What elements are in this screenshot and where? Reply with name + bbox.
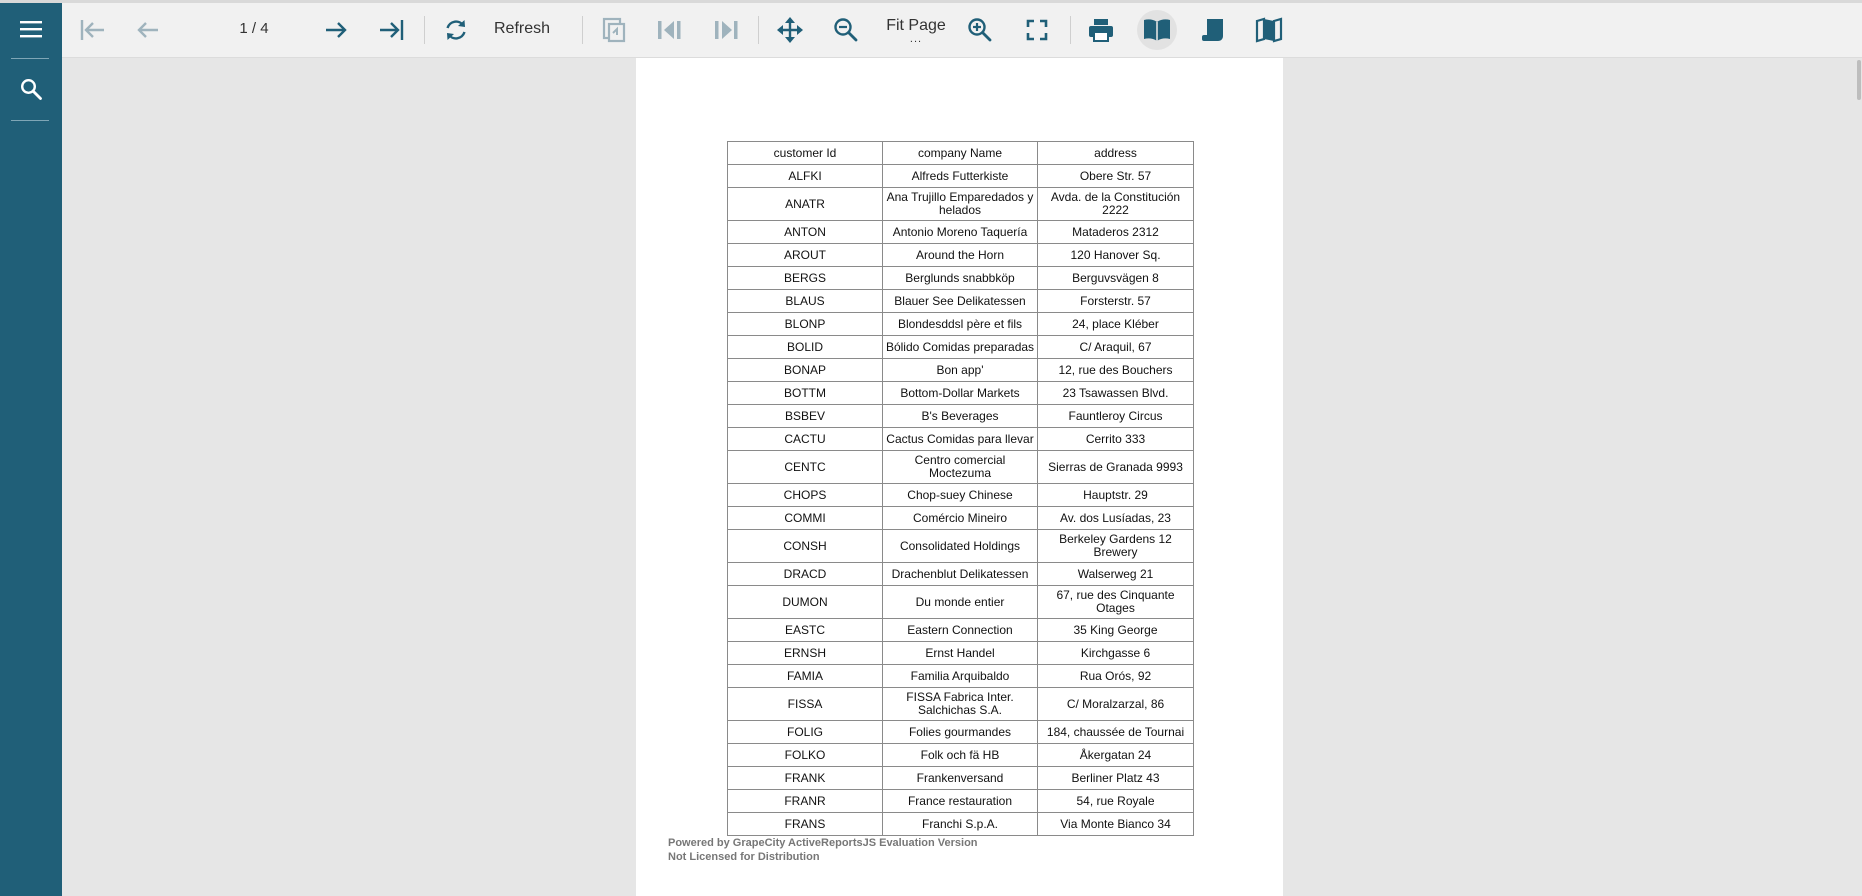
table-row xyxy=(728,767,1194,790)
company-name-cell: Chop-suey Chinese xyxy=(883,484,1038,507)
book-open-icon xyxy=(1142,17,1172,43)
search-icon xyxy=(19,77,43,101)
company-name-cell: France restauration xyxy=(883,790,1038,813)
table-row xyxy=(728,188,1194,221)
company-name-cell: B's Beverages xyxy=(883,405,1038,428)
table-header-row xyxy=(728,142,1194,165)
zoom-mode-select[interactable] xyxy=(872,3,960,58)
toolbar-divider xyxy=(582,16,583,44)
customer-id-cell: FISSA xyxy=(728,688,883,721)
next-page-button[interactable] xyxy=(316,10,356,50)
customer-id-cell: BSBEV xyxy=(728,405,883,428)
fullscreen-icon xyxy=(1026,19,1048,41)
customer-id-cell: DUMON xyxy=(728,586,883,619)
customer-id-cell: CENTC xyxy=(728,451,883,484)
hamburger-icon xyxy=(19,19,43,39)
refresh-icon xyxy=(443,17,469,43)
license-notice: Not Licensed for Distribution xyxy=(668,851,820,863)
column-header-address: address xyxy=(1038,142,1194,165)
company-name-cell: Consolidated Holdings xyxy=(883,530,1038,563)
back-to-parent-icon xyxy=(602,17,626,43)
company-name-cell: Blondesddsl père et fils xyxy=(883,313,1038,336)
company-name-cell: Eastern Connection xyxy=(883,619,1038,642)
table-row xyxy=(728,813,1194,836)
first-page-button[interactable] xyxy=(72,10,112,50)
last-page-button[interactable] xyxy=(372,10,412,50)
arrow-left-icon xyxy=(135,18,161,42)
customer-id-cell: FOLKO xyxy=(728,744,883,767)
customer-id-cell: ANTON xyxy=(728,221,883,244)
table-row xyxy=(728,665,1194,688)
customer-id-cell: BLONP xyxy=(728,313,883,336)
address-cell: 24, place Kléber xyxy=(1038,313,1194,336)
customer-id-cell: FRANS xyxy=(728,813,883,836)
customer-id-cell: FOLIG xyxy=(728,721,883,744)
table-row xyxy=(728,290,1194,313)
history-forward-icon xyxy=(712,18,740,42)
address-cell: Kirchgasse 6 xyxy=(1038,642,1194,665)
address-cell: Mataderos 2312 xyxy=(1038,221,1194,244)
table-row xyxy=(728,267,1194,290)
zoom-mode-more: ... xyxy=(909,33,923,45)
customer-id-cell: FRANR xyxy=(728,790,883,813)
address-cell: Forsterstr. 57 xyxy=(1038,290,1194,313)
address-cell: Berguvsvägen 8 xyxy=(1038,267,1194,290)
search-button[interactable] xyxy=(11,69,51,109)
zoom-in-icon xyxy=(967,17,993,43)
company-name-cell: Folies gourmandes xyxy=(883,721,1038,744)
scroll-document-icon xyxy=(1200,17,1226,43)
company-name-cell: Antonio Moreno Taquería xyxy=(883,221,1038,244)
company-name-cell: Centro comercial Moctezuma xyxy=(883,451,1038,484)
company-name-cell: Familia Arquibaldo xyxy=(883,665,1038,688)
table-row xyxy=(728,382,1194,405)
customer-id-cell: CACTU xyxy=(728,428,883,451)
table-row xyxy=(728,744,1194,767)
back-to-parent-button[interactable] xyxy=(594,10,634,50)
customer-id-cell: FRANK xyxy=(728,767,883,790)
customer-id-cell: BOLID xyxy=(728,336,883,359)
table-row xyxy=(728,165,1194,188)
last-page-icon xyxy=(378,18,406,42)
table-row xyxy=(728,563,1194,586)
address-cell: Åkergatan 24 xyxy=(1038,744,1194,767)
address-cell: Berkeley Gardens 12 Brewery xyxy=(1038,530,1194,563)
address-cell: Fauntleroy Circus xyxy=(1038,405,1194,428)
history-back-icon xyxy=(656,18,684,42)
table-row xyxy=(728,721,1194,744)
sidebar-divider xyxy=(11,58,49,59)
table-row xyxy=(728,586,1194,619)
company-name-cell: Folk och fä HB xyxy=(883,744,1038,767)
single-page-view-button[interactable] xyxy=(1137,10,1177,50)
company-name-cell: FISSA Fabrica Inter. Salchichas S.A. xyxy=(883,688,1038,721)
address-cell: 120 Hanover Sq. xyxy=(1038,244,1194,267)
address-cell: Cerrito 333 xyxy=(1038,428,1194,451)
address-cell: Via Monte Bianco 34 xyxy=(1038,813,1194,836)
zoom-in-button[interactable] xyxy=(960,10,1000,50)
company-name-cell: Comércio Mineiro xyxy=(883,507,1038,530)
customer-id-cell: BLAUS xyxy=(728,290,883,313)
address-cell: 184, chaussée de Tournai xyxy=(1038,721,1194,744)
move-icon xyxy=(776,16,804,44)
company-name-cell: Ana Trujillo Emparedados y helados xyxy=(883,188,1038,221)
address-cell: Walserweg 21 xyxy=(1038,563,1194,586)
table-body xyxy=(728,165,1194,836)
fullscreen-button[interactable] xyxy=(1017,10,1057,50)
toolbar-divider xyxy=(1070,16,1071,44)
sidebar-divider xyxy=(11,120,49,121)
pan-mode-button[interactable] xyxy=(770,10,810,50)
galley-view-button[interactable] xyxy=(1249,10,1289,50)
company-name-cell: Franchi S.p.A. xyxy=(883,813,1038,836)
company-name-cell: Berglunds snabbköp xyxy=(883,267,1038,290)
table-row xyxy=(728,484,1194,507)
zoom-out-icon xyxy=(833,17,859,43)
sidebar xyxy=(0,3,62,896)
table-row xyxy=(728,405,1194,428)
company-name-cell: Blauer See Delikatessen xyxy=(883,290,1038,313)
company-name-cell: Around the Horn xyxy=(883,244,1038,267)
company-name-cell: Alfreds Futterkiste xyxy=(883,165,1038,188)
refresh-icon-button[interactable] xyxy=(436,10,476,50)
table-row xyxy=(728,428,1194,451)
table-row xyxy=(728,336,1194,359)
column-header-company-name: company Name xyxy=(883,142,1038,165)
arrow-right-icon xyxy=(323,18,349,42)
print-button[interactable] xyxy=(1081,10,1121,50)
toolbar xyxy=(62,3,1862,58)
customer-id-cell: BERGS xyxy=(728,267,883,290)
toolbar-divider xyxy=(758,16,759,44)
customer-id-cell: EASTC xyxy=(728,619,883,642)
company-name-cell: Bólido Comidas preparadas xyxy=(883,336,1038,359)
first-page-icon xyxy=(78,18,106,42)
address-cell: Rua Orós, 92 xyxy=(1038,665,1194,688)
address-cell: 35 King George xyxy=(1038,619,1194,642)
table-row xyxy=(728,619,1194,642)
page-indicator[interactable]: 1 / 4 xyxy=(239,20,269,37)
evaluation-notice: Powered by GrapeCity ActiveReportsJS Evaluation Version xyxy=(668,837,978,849)
address-cell: 12, rue des Bouchers xyxy=(1038,359,1194,382)
menu-button[interactable] xyxy=(11,9,51,49)
continuous-view-button[interactable] xyxy=(1193,10,1233,50)
company-name-cell: Ernst Handel xyxy=(883,642,1038,665)
table-row xyxy=(728,359,1194,382)
table-row xyxy=(728,313,1194,336)
address-cell: Sierras de Granada 9993 xyxy=(1038,451,1194,484)
address-cell: 67, rue des Cinquante Otages xyxy=(1038,586,1194,619)
address-cell: Berliner Platz 43 xyxy=(1038,767,1194,790)
vertical-scrollbar[interactable] xyxy=(1856,58,1862,896)
zoom-mode-value: Fit Page xyxy=(886,17,946,34)
customer-id-cell: CONSH xyxy=(728,530,883,563)
customer-id-cell: COMMI xyxy=(728,507,883,530)
customers-table xyxy=(727,141,1194,836)
customer-id-cell: CHOPS xyxy=(728,484,883,507)
table-row xyxy=(728,244,1194,267)
report-page xyxy=(636,58,1283,896)
address-cell: Obere Str. 57 xyxy=(1038,165,1194,188)
company-name-cell: Frankenversand xyxy=(883,767,1038,790)
table-row xyxy=(728,221,1194,244)
customer-id-cell: BOTTM xyxy=(728,382,883,405)
table-row xyxy=(728,688,1194,721)
column-header-customer-id: customer Id xyxy=(728,142,883,165)
refresh-button[interactable]: Refresh xyxy=(494,20,551,37)
customer-id-cell: BONAP xyxy=(728,359,883,382)
printer-icon xyxy=(1087,17,1115,43)
table-row xyxy=(728,451,1194,484)
company-name-cell: Drachenblut Delikatessen xyxy=(883,563,1038,586)
address-cell: 23 Tsawassen Blvd. xyxy=(1038,382,1194,405)
customer-id-cell: AROUT xyxy=(728,244,883,267)
history-back-button[interactable] xyxy=(650,10,690,50)
company-name-cell: Bon app' xyxy=(883,359,1038,382)
scrollbar-thumb[interactable] xyxy=(1857,60,1861,100)
customer-id-cell: FAMIA xyxy=(728,665,883,688)
company-name-cell: Du monde entier xyxy=(883,586,1038,619)
table-row xyxy=(728,642,1194,665)
address-cell: C/ Araquil, 67 xyxy=(1038,336,1194,359)
toolbar-divider xyxy=(424,16,425,44)
history-forward-button[interactable] xyxy=(706,10,746,50)
address-cell: Avda. de la Constitución 2222 xyxy=(1038,188,1194,221)
address-cell: C/ Moralzarzal, 86 xyxy=(1038,688,1194,721)
customer-id-cell: DRACD xyxy=(728,563,883,586)
customer-id-cell: ALFKI xyxy=(728,165,883,188)
address-cell: 54, rue Royale xyxy=(1038,790,1194,813)
table-row xyxy=(728,507,1194,530)
zoom-out-button[interactable] xyxy=(826,10,866,50)
customer-id-cell: ERNSH xyxy=(728,642,883,665)
table-row xyxy=(728,790,1194,813)
company-name-cell: Bottom-Dollar Markets xyxy=(883,382,1038,405)
table-row xyxy=(728,530,1194,563)
address-cell: Av. dos Lusíadas, 23 xyxy=(1038,507,1194,530)
prev-page-button[interactable] xyxy=(128,10,168,50)
map-icon xyxy=(1255,17,1283,43)
customer-id-cell: ANATR xyxy=(728,188,883,221)
company-name-cell: Cactus Comidas para llevar xyxy=(883,428,1038,451)
address-cell: Hauptstr. 29 xyxy=(1038,484,1194,507)
